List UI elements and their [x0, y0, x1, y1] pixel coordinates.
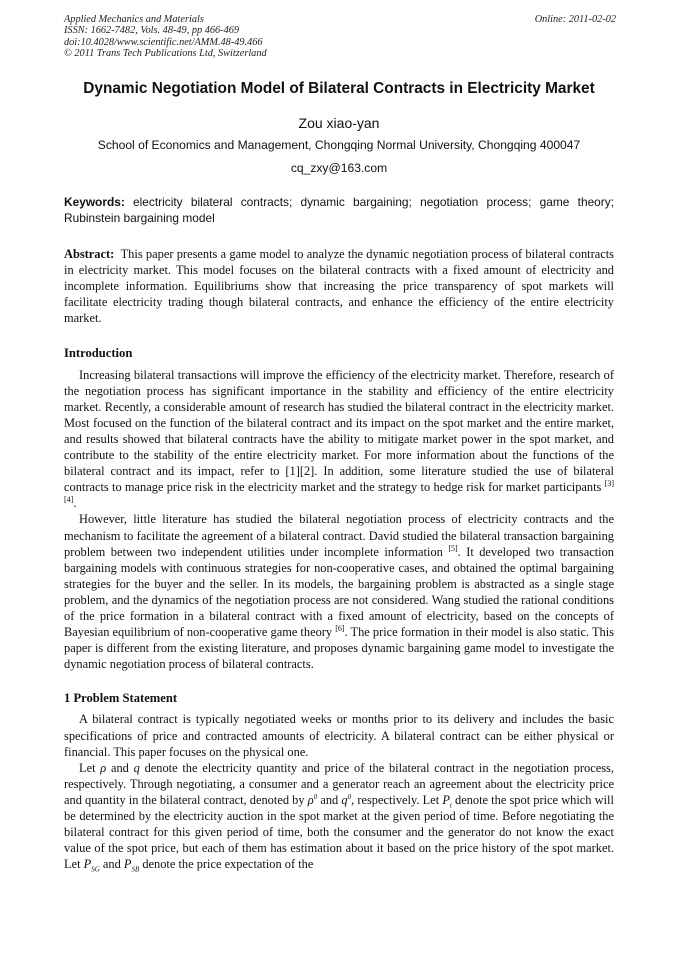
intro-paragraph-2: However, little literature has studied the bilateral negotiation process of electricity contracts and the mechanism to facilitate the agreement of a bilateral contract. David studied the bilateral transaction bargaining problem between two independent utilities under incomplete information [5]. It developed two transaction bargaining models with continuous strategies for non-cooperative cases, and obtained the optimal bargaining strategies for the buyer and the seller. In its models, the bargaining problem is abstracted as a single stage problem, and the dynamics of the negotiation process are not considered. Wang studied the rational conditions of the price formation in a bilateral contract with a fixed amount of electricity, based on the concepts of Bayesian equilibrium of non-cooperative game theory [6]. The price formation in their model is also static. This paper is different from the existing literature, and proposes dynamic bargaining game model to investigate the dynamic negotiation process of bilateral contracts.	[64, 512, 614, 672]
citation: [3][4]	[64, 479, 614, 505]
consumer-expectation-symbol: $P_{SB}$	[123, 857, 140, 874]
rho-symbol: ρ	[100, 760, 107, 775]
problem-statement-heading: 1 Problem Statement	[64, 691, 178, 706]
q-zero-symbol: $q^0$	[341, 792, 352, 807]
doi-line: doi:10.4028/www.scientific.net/AMM.48-49.466	[64, 36, 263, 48]
problem-paragraph-1: A bilateral contract is typically negotiated weeks or months prior to its delivery and includes the basic specifications of price and contracted amounts of electricity. A bilateral contract can be either physical or financial. This paper focuses on the physical one.	[64, 712, 614, 759]
abstract-text: This paper presents a game model to analyze the dynamic negotiation process of bilateral contracts in electricity market. This model focuses on the bilateral contracts with a fixed amount of electricity and incomplete information. Equilibriums show that increasing the price transparency of spot markets will facilitate electricity trading though bilateral contracts, and enhance the efficiency of the entire electricity market.	[64, 247, 614, 326]
q-symbol: q	[133, 760, 140, 775]
generator-expectation-symbol: $P_{SG}$	[83, 857, 100, 874]
keywords	[64, 195, 614, 226]
author-name: Zou xiao-yan	[298, 115, 380, 131]
journal-header	[64, 14, 616, 60]
spot-price-symbol: $P_t$	[442, 792, 452, 810]
citation: [6]	[335, 623, 345, 633]
abstract	[64, 246, 614, 326]
body-text	[64, 246, 614, 872]
rho-zero-symbol: $\rho^0$	[307, 792, 318, 807]
journal-name: Applied Mechanics and Materials	[64, 14, 204, 25]
abstract-label: Abstract:	[64, 247, 115, 261]
paper-title: Dynamic Negotiation Model of Bilateral Contracts in Electricity Market	[83, 80, 595, 97]
keywords-text: electricity bilateral contracts; dynamic bargaining; negotiation process; game theory; Rubinstein bargaining model	[64, 195, 615, 225]
keywords-label: Keywords:	[64, 195, 125, 209]
problem-paragraph-2: Let ρ and q denote the electricity quantity and price of the bilateral contract in the negotiation process, respectively. Through negotiating, a consumer and a generator reach an agreement about the electricity price and quantity in the bilateral contract, denoted by $\rho^0$ and $q^0$, respectively. Let $P_t$ denote the spot price which will be determined by the electricity auction in the spot market at the given period of time. Before negotiating the bilateral contract for this given period of time, both the consumer and the generator do not know the exact value of the spot price, but each of them has estimation about it based on the price history of the spot market. Let $P_{SG}$ and $P_{SB}$ denote the price expectation of the	[64, 760, 614, 874]
issn-line: ISSN: 1662-7482, Vols. 48-49, pp 466-469	[64, 25, 240, 37]
affiliation: School of Economics and Management, Chongqing Normal University, Chongqing 400047	[97, 138, 581, 152]
intro-paragraph-1: Increasing bilateral transactions will improve the efficiency of the electricity market. Therefore, research of the negotiation process has significant importance in the stability and efficiency of the entire electricity market. Recently, a considerable amount of research has studied the bilateral contract in the electricity market. Most focused on the function of the bilateral contract and its impact on the spot market and the entire market, and results showed that bilateral contracts have the ability to mitigate market power in the spot market, and contribute to the stability of the entire electricity market. For more information about the functions of the bilateral contract and its impact, refer to [1][2]. In addition, some literature studied the use of bilateral contracts to manage price risk in the electricity market and the strategy to hedge risk for market participants [3][4].	[64, 367, 614, 511]
citation: [5]	[448, 543, 458, 553]
author-email[interactable]: cq_zxy@163.com	[290, 161, 388, 175]
online-date: Online: 2011-02-02	[534, 14, 616, 25]
introduction-heading: Introduction	[64, 346, 133, 361]
copyright-line: © 2011 Trans Tech Publications Ltd, Switzerland	[64, 48, 267, 60]
